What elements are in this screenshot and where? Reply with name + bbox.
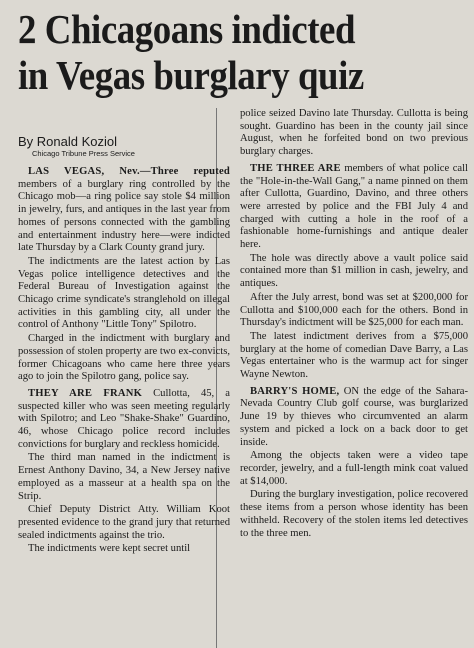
paragraph-text: The hole was directly above a vault police said contained more than $1 million in cash, jewelry, and antiques. [240,252,468,290]
article-paragraph [240,489,468,540]
byline-service: Chicago Tribune Press Service [32,149,135,158]
article-paragraph [18,452,230,503]
paragraph-text: Cullotta, 45, a suspected killer who was seen meeting regularly with Spilotro; and Leo "Shake-Shake" Guardino, 46, whose Chicago police record includes convictions for burglary and reckless homicide. [18,387,230,450]
byline-author: By Ronald Koziol [18,134,117,149]
paragraph-text: The indictments were kept secret until [28,543,191,555]
headline [18,6,459,98]
headline-line-2: in Vegas burglary quiz [18,52,364,98]
article-paragraph [18,543,230,556]
paragraph-text: The latest indictment derives from a $75,000 burglary at the home of comedian Dave Barry, a Las Vegas entertainer who is the warmup act for singer Wayne Newton. [240,330,468,381]
paragraph-text: Charged in the indictment with burglary and possession of stolen property are two ex-convicts, former Chicagoans who came here three years ago to join the Spilotro gang, police say. [18,333,230,383]
paragraph-text: members of a burglary ring controlled by the Chicago mob—a ring police say stole $4 million in jewelry, furs, and antiques in the last year from homes of persons connected with the gambling and entertainment industry here—were indicted late Thursday by a Clark County grand jury. [18,178,230,254]
article-paragraph [18,166,230,255]
paragraph-lead: THEY ARE FRANK [28,387,143,399]
paragraph-text: ON the edge of the Sahara-Nevada Country Club golf course, was burglarized June 19 by thieves who circumvented an alarm system and picked a lock on a back door to get inside. [240,385,468,448]
article-paragraph [240,253,468,291]
article-body [18,108,468,648]
article-paragraph [18,256,230,332]
left-column [18,108,230,648]
left-paragraphs [18,166,230,556]
article-paragraph [240,450,468,488]
article-paragraph [240,292,468,330]
paragraph-text: Among the objects taken were a video tape recorder, jewelry, and a full-length mink coat valued at $14,000. [240,450,468,487]
right-paragraphs [240,108,468,540]
right-column [240,108,468,648]
article-paragraph [18,333,230,384]
headline-line-1: 2 Chicagoans indicted [18,6,356,52]
article-paragraph [18,504,230,542]
paragraph-lead: LAS VEGAS, Nev.—Three reputed [28,166,230,177]
paragraph-text: The third man named in the indictment is Ernest Anthony Davino, 34, a New Jersey native employed as a masseur at a health spa on the Strip. [18,452,230,502]
paragraph-text: The indictments are the latest action by Las Vegas police intelligence detectives and the Federal Bureau of Investigation against the Chicago crime syndicate's stranglehold on illegal activities in this gambling city, all under the control of Anthony "Little Tony" Spilotro. [18,255,230,331]
paragraph-text: police seized Davino late Thursday. Cullotta is being sought. Guardino has been in the county jail since August, when he forfeited bond on two previous burglary charges. [240,108,468,158]
article-paragraph [18,388,230,452]
paragraph-text: members of what police call the "Hole-in-the-Wall Gang," a name pinned on them after Cullotta, Guardino, Davino, and three others were arrested by police and the FBI July 4 and charged with cutting a hole in the roof of a fashionable home-furnishings and antique dealer here. [240,162,468,251]
paragraph-text: Chief Deputy District Atty. William Koot presented evidence to the grand jury that returned sealed indictments against the trio. [18,504,230,541]
article-paragraph [240,331,468,382]
paragraph-lead: THE THREE ARE [250,162,341,174]
article-paragraph [240,108,468,159]
paragraph-text: After the July arrest, bond was set at $200,000 for Cullotta and $100,000 each for the others. Bond in Thursday's indictment will be $25,000 for each man. [240,291,468,329]
article-paragraph [240,386,468,450]
paragraph-text: During the burglary investigation, police recovered these items from a person whose identity has been withheld. Recovery of the stolen items led detectives to the three men. [240,489,468,539]
article-paragraph [240,163,468,252]
paragraph-lead: BARRY'S HOME, [250,385,340,397]
